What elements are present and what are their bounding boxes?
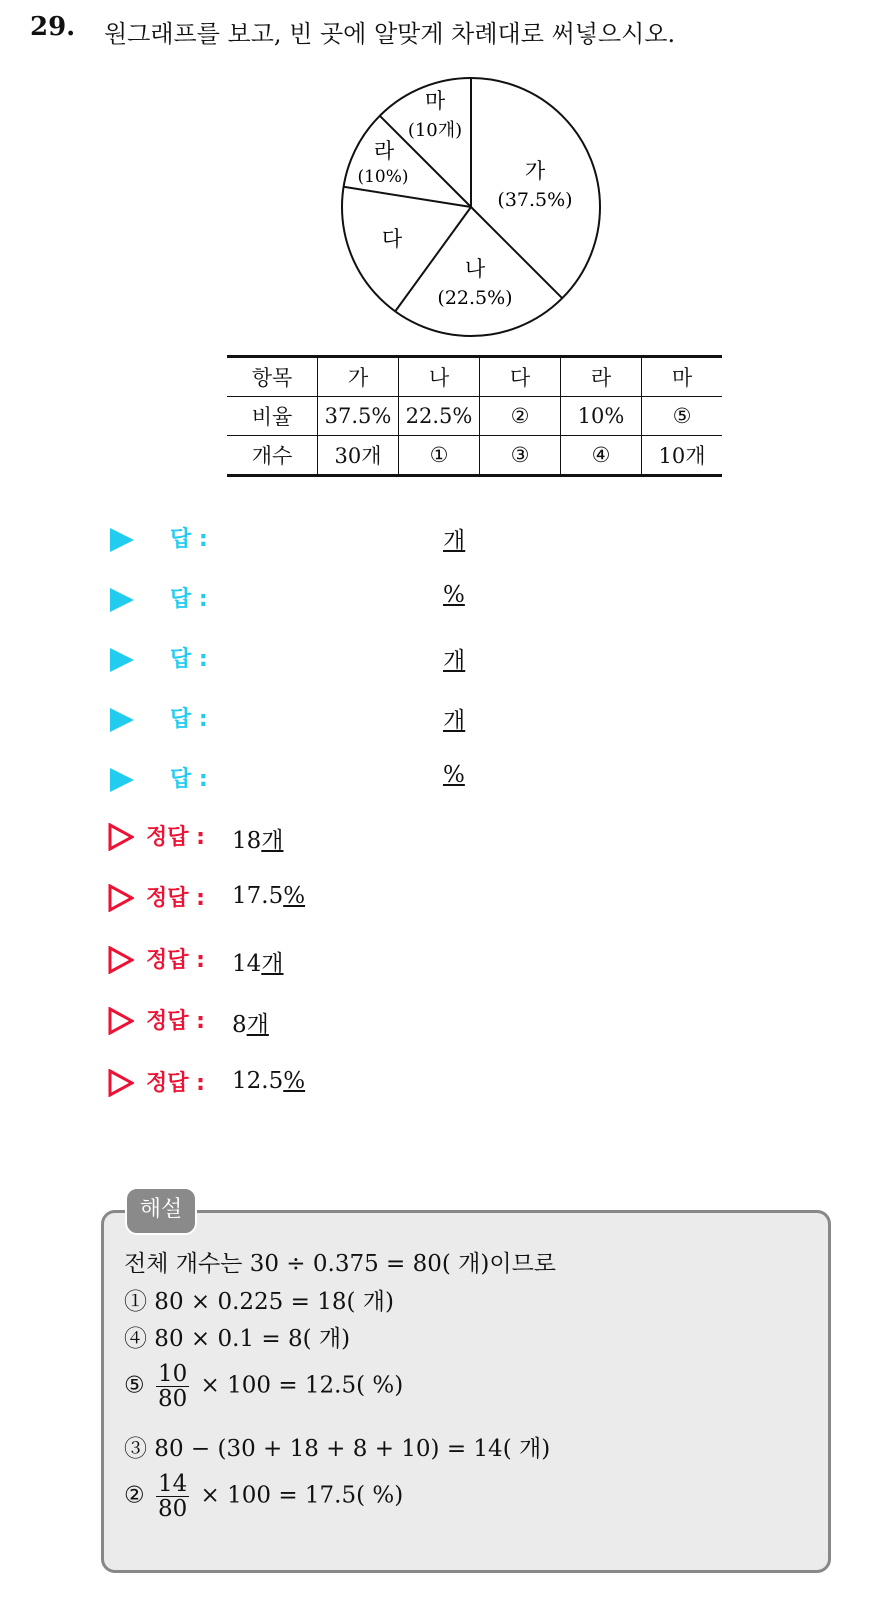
answer-row-3[interactable] bbox=[110, 642, 510, 672]
outline-triangle-icon bbox=[108, 946, 134, 974]
answer-label: 답 : bbox=[170, 767, 208, 792]
table-cell: 다 bbox=[480, 357, 561, 397]
correct-row-2 bbox=[108, 881, 508, 915]
correct-label: 정답 : bbox=[146, 948, 205, 973]
table-cell: 10개 bbox=[642, 436, 723, 476]
fraction-denominator: 80 bbox=[157, 1496, 188, 1523]
correct-value-wrap bbox=[232, 1068, 305, 1094]
slice-name-ra: 라 bbox=[373, 139, 395, 163]
correct-label: 정답 : bbox=[146, 1009, 205, 1034]
table-cell: 항목 bbox=[227, 357, 318, 397]
slice-label-ma: (10개) bbox=[407, 120, 463, 141]
question-number: 29. bbox=[30, 12, 76, 42]
table-cell: 마 bbox=[642, 357, 723, 397]
outline-triangle-icon bbox=[108, 1007, 134, 1035]
slice-label-ga: (37.5%) bbox=[497, 189, 573, 211]
fraction-numerator: 14 bbox=[157, 1471, 188, 1497]
answer-unit: 개 bbox=[443, 648, 466, 674]
slice-label-ra: (10%) bbox=[357, 167, 409, 187]
fraction-denominator: 80 bbox=[157, 1386, 188, 1413]
correct-unit: 개 bbox=[261, 951, 284, 977]
table-cell: 라 bbox=[561, 357, 642, 397]
correct-value-wrap bbox=[232, 883, 305, 909]
slice-name-ma: 마 bbox=[424, 89, 446, 113]
table-cell: ③ bbox=[480, 436, 561, 476]
correct-unit: % bbox=[283, 883, 306, 909]
correct-value-wrap bbox=[232, 945, 284, 978]
answer-unit: % bbox=[443, 762, 465, 788]
answer-unit: 개 bbox=[443, 708, 466, 734]
correct-value: 18 bbox=[232, 828, 262, 854]
slice-boundary bbox=[471, 207, 562, 298]
table-row bbox=[227, 397, 722, 436]
pie-chart bbox=[330, 66, 620, 356]
correct-row-3 bbox=[108, 943, 508, 977]
answer-label: 답 : bbox=[170, 707, 208, 732]
answer-label: 답 : bbox=[170, 647, 208, 672]
table-cell: 가 bbox=[318, 357, 399, 397]
table-cell: 개수 bbox=[227, 436, 318, 476]
correct-value: 17.5 bbox=[232, 883, 284, 909]
play-triangle-icon bbox=[110, 588, 134, 612]
explanation-line: 전체 개수는 30 ÷ 0.375 = 80( 개)이므로 bbox=[124, 1251, 557, 1277]
correct-row-5 bbox=[108, 1066, 508, 1100]
correct-label: 정답 : bbox=[146, 1071, 205, 1096]
correct-unit: % bbox=[283, 1068, 306, 1094]
table-cell: 37.5% bbox=[318, 397, 399, 436]
answer-row-2[interactable] bbox=[110, 582, 510, 612]
correct-label: 정답 : bbox=[146, 825, 205, 850]
explanation-tag: 해설 bbox=[125, 1187, 197, 1235]
answer-row-5[interactable] bbox=[110, 762, 510, 792]
fraction bbox=[156, 1472, 189, 1521]
explanation-line: ① 80 × 0.225 = 18( 개) bbox=[124, 1289, 394, 1315]
table-cell: ⑤ bbox=[642, 397, 723, 436]
answer-unit: % bbox=[443, 582, 465, 608]
play-triangle-icon bbox=[110, 768, 134, 792]
expression-rest: × 100 = 17.5( %) bbox=[200, 1482, 404, 1509]
answer-label: 답 : bbox=[170, 587, 208, 612]
slice-label-na: (22.5%) bbox=[437, 287, 513, 309]
correct-value: 14 bbox=[232, 951, 262, 977]
play-triangle-icon bbox=[110, 528, 134, 552]
table-cell: 30개 bbox=[318, 436, 399, 476]
table-cell: 10% bbox=[561, 397, 642, 436]
explanation-line: ④ 80 × 0.1 = 8( 개) bbox=[124, 1326, 351, 1352]
outline-triangle-icon bbox=[108, 1069, 134, 1097]
fraction bbox=[156, 1362, 189, 1411]
answer-unit: 개 bbox=[443, 528, 466, 554]
correct-value-wrap bbox=[232, 822, 284, 855]
outline-triangle-icon bbox=[108, 884, 134, 912]
table-cell: 비율 bbox=[227, 397, 318, 436]
table-cell: 나 bbox=[399, 357, 480, 397]
outline-triangle-icon bbox=[108, 823, 134, 851]
explanation-line bbox=[124, 1362, 403, 1411]
slice-name-da: 다 bbox=[381, 227, 403, 251]
correct-value: 12.5 bbox=[232, 1068, 284, 1094]
answer-row-4[interactable] bbox=[110, 702, 510, 732]
table-cell: ② bbox=[480, 397, 561, 436]
circled-number: ⑤ bbox=[124, 1372, 145, 1399]
table-cell: 22.5% bbox=[399, 397, 480, 436]
correct-row-4 bbox=[108, 1004, 508, 1038]
table-cell: ① bbox=[399, 436, 480, 476]
circled-number: ② bbox=[124, 1482, 145, 1509]
play-triangle-icon bbox=[110, 708, 134, 732]
correct-value-wrap bbox=[232, 1006, 269, 1039]
fraction-numerator: 10 bbox=[157, 1361, 188, 1387]
correct-label: 정답 : bbox=[146, 886, 205, 911]
expression-rest: × 100 = 12.5( %) bbox=[200, 1372, 404, 1399]
explanation-line: ③ 80 − (30 + 18 + 8 + 10) = 14( 개) bbox=[124, 1436, 551, 1462]
correct-unit: 개 bbox=[261, 828, 284, 854]
question-text: 원그래프를 보고, 빈 곳에 알맞게 차례대로 써넣으시오. bbox=[104, 20, 676, 48]
correct-value: 8 bbox=[232, 1012, 247, 1038]
data-table bbox=[227, 355, 722, 477]
table-cell: ④ bbox=[561, 436, 642, 476]
correct-row-1 bbox=[108, 820, 508, 854]
play-triangle-icon bbox=[110, 648, 134, 672]
slice-name-ga: 가 bbox=[524, 159, 546, 183]
correct-unit: 개 bbox=[246, 1012, 269, 1038]
table-row bbox=[227, 357, 722, 397]
table-row bbox=[227, 436, 722, 476]
answer-label: 답 : bbox=[170, 527, 208, 552]
slice-name-na: 나 bbox=[464, 257, 486, 281]
answer-row-1[interactable] bbox=[110, 522, 510, 552]
slice-boundary bbox=[344, 187, 471, 207]
explanation-line bbox=[124, 1472, 403, 1521]
